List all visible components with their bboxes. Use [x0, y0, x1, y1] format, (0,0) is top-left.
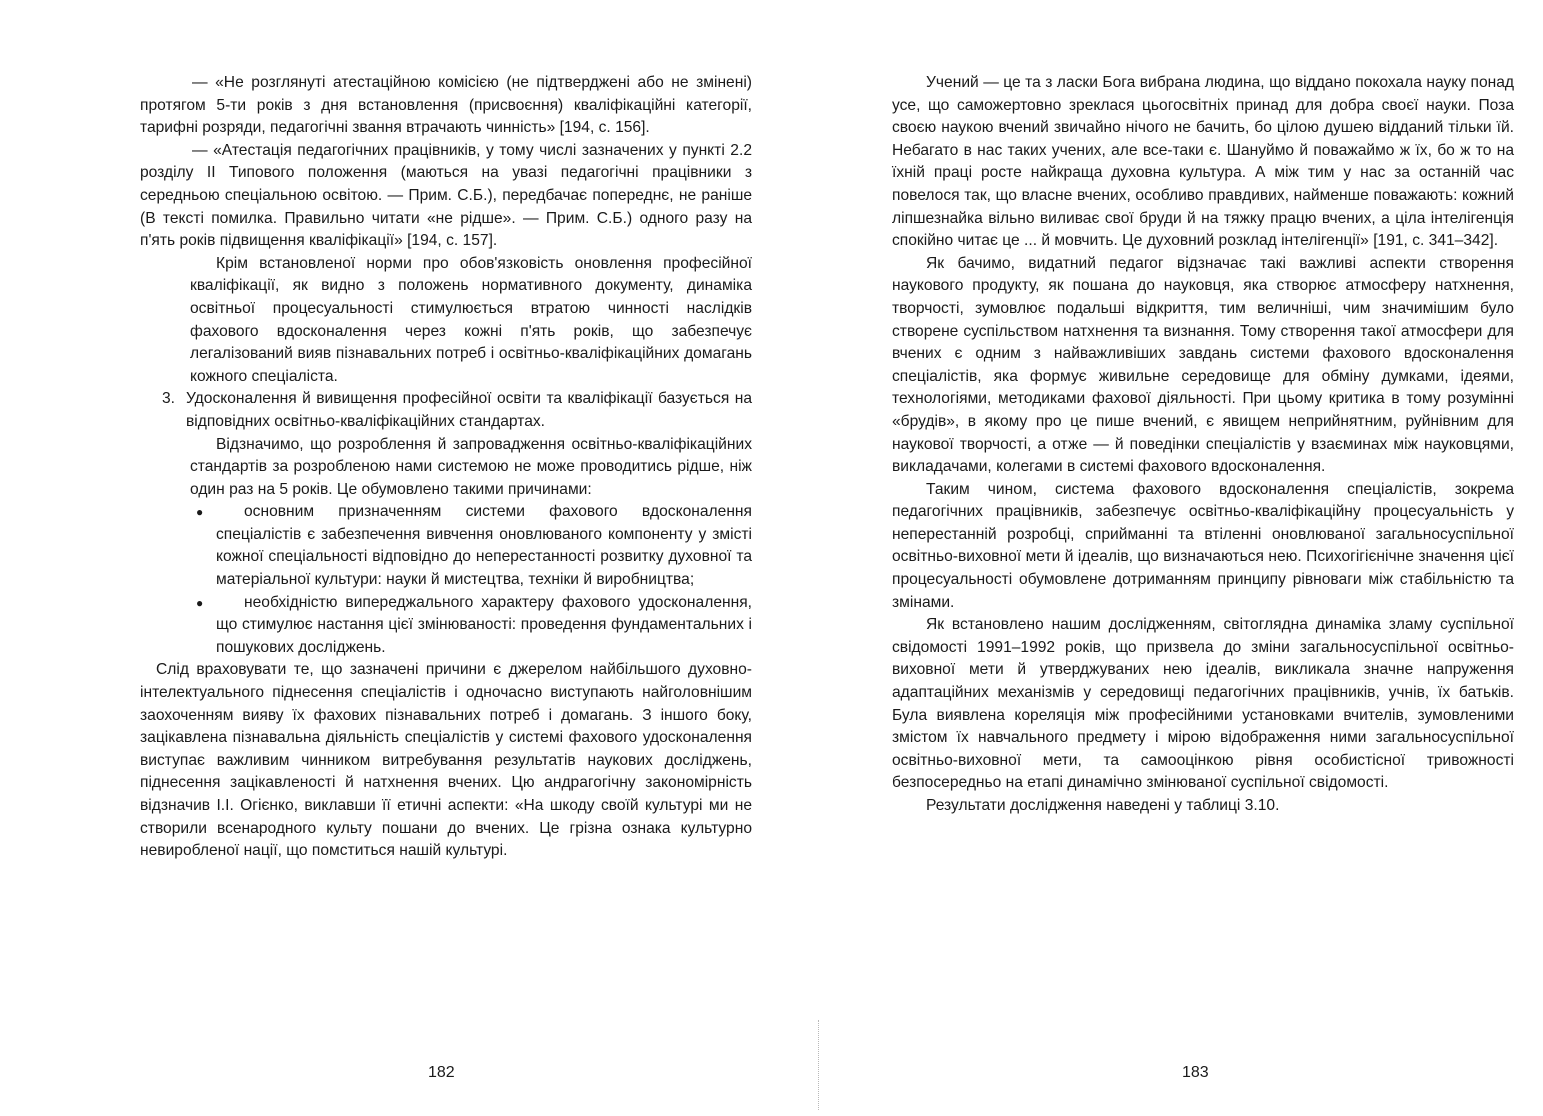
quote-attestation-frequency: — «Атестація педагогічних працівників, у тому числі зазначених у пункті 2.2 розділу II Типового положення (маються на увазі педагогічні працівники з середньою спеціальною освітою. — Прим. С.Б.), передбачає попереднє, не раніше (В тексті помилка. Правильно читати «не рідше». — Прим. С.Б.) одного разу на п'ять років підвищення кваліфікації» [194, с. 157]. [140, 141, 752, 250]
list-item [140, 501, 752, 591]
page-number-left: 182 [428, 1064, 455, 1081]
paragraph-scholar-quote: Учений — це та з ласки Бога вибрана людина, що віддано покохала науку понад усе, що саможертовно зреклася цьогосвітніх принад для добра своєї науки. Поза своєю наукою вчений звичайно нічого не бачить, бо цілою душею відданий тільки їй. Небагато в нас таких учених, але все-таки є. Шануймо й поважаймо ж їх, бо ж то на їхній праці росте найкраща духовна культура. А між тим у нас за останній час повелося так, що власне вчених, особливо правдивих, найменше поважають: кожний ліпшезнайка вільно виливає свої бруди й на тяжку працю вчених, а ціла інтелігенція спокійно читає це ... й мовчить. Це духовний розклад інтелігенції» [191, с. 341–342]. [892, 74, 1514, 250]
paragraph-pedagogue-aspects: Як бачимо, видатний педагог відзначає такі важливі аспекти створення наукового продукту, як пошана до науковця, яка створює атмосферу натхнення, творчості, зумовлює подальші відкриття, тим величніші, чим значимішим було створене суспільством натхнення та визнання. Тому створення такої атмосфери для вчених є одним з найважливіших завдань системи фахового вдосконалення спеціалістів, яка формує живильне середовище для обміну думками, ідеями, технологіями, методиками фахової діяльності. При цьому критика в тому розумінні «брудів», в якому про це пише вчений, є явищем неприйнятним, руйнівним для наукової творчості, а отже — й поведінки спеціалістів у взаєминах між науковцями, викладачами, колегами в системі фахового вдосконалення. [892, 254, 1514, 476]
item-text: Удосконалення й вивищення професійної освіти та кваліфікації базується на відповідних освітньо-кваліфікаційних стандартах. [186, 390, 752, 430]
list-item [140, 592, 752, 660]
item-number: 3. [162, 390, 176, 408]
paragraph-standards: Відзначимо, що розроблення й запровадження освітньо-кваліфікаційних стандартів за розробленою нами системою не може проводитись рідше, ніж один раз на 5 років. Це обумовлено такими причинами: [190, 435, 752, 498]
left-page [140, 72, 752, 863]
bullet-text: основним призначенням системи фахового вдосконалення спеціалістів є забезпечення вивчення оновлюваного компоненту у змісті кожної спеціальності відповідно до неперестанності розвитку духовної та матеріальної культури: науки й мистецтва, техніки й виробництва; [216, 503, 752, 589]
numbered-item-3 [140, 388, 752, 433]
paragraph-qualification-norm: Крім встановленої норми про обов'язковість оновлення професійної кваліфікації, як видно з положень нормативного документу, динаміка освітньої процесуальності стимулюється втратою чинності наслідків фахового вдосконалення через кожні п'ять років, що забезпечує легалізований вияв пізнавальних потреб і освітньо-кваліфікаційних домагань кожного спеціаліста. [190, 254, 752, 385]
quote-attestation-validity: — «Не розглянуті атестаційною комісією (не підтверджені або не змінені) протягом 5-ти років з дня встановлення (присвоєння) кваліфікаційні категорії, тарифні розряди, педагогічні звання втрачають чинність» [194, с. 156]. [140, 74, 752, 137]
bullet-icon: ● [196, 505, 204, 520]
reasons-list [140, 501, 752, 659]
paragraph-system-summary: Таким чином, система фахового вдосконалення спеціалістів, зокрема педагогічних працівників, забезпечує освітньо-кваліфікаційну процесуальність у неперестанній розробці, сприйманні та втіленні оновлюваної загальносуспільної освітньо-виховної мети й ідеалів, що визначаються нею. Психогігієнічне значення цієї процесуальності обумовлене дотриманням принципу рівноваги між стабільністю та змінами. [892, 480, 1514, 611]
bullet-text: необхідністю випереджального характеру фахового удосконалення, що стимулює настання цієї змінюваності: проведення фундаментальних і пошукових досліджень. [216, 593, 752, 656]
page-gutter [818, 1020, 821, 1110]
page-number-right: 183 [1182, 1064, 1209, 1081]
paragraph-research-findings: Як встановлено нашим дослідженням, світоглядна динаміка зламу суспільної свідомості 1991–1992 років, що призвела до зміни загальносуспільної освітньо-виховної мети й утверджуваних нею ідеалів, викликала значне напруження адаптаційних механізмів у середовищі педагогічних працівників, учнів, їх батьків. Була виявлена кореляція між професійними установками вчителів, зумовленими змістом їх навчального предмету і мірою відображення ними загальносуспільної освітньо-виховної мети, та самооцінкою рівня особистісної тривожності безпосередньо на етапі динамічно змінюваної суспільної свідомості. [892, 616, 1514, 792]
bullet-icon: ● [196, 595, 204, 610]
paragraph-table-reference: Результати дослідження наведені у таблиці 3.10. [926, 797, 1280, 814]
paragraph-andragogy: Слід враховувати те, що зазначені причини є джерелом найбільшого духовно-інтелектуального піднесення спеціалістів і одночасно виступають найголовнішим заохоченням вияву їх фахових пізнавальних потреб і домагань. З іншого боку, зацікавлена пізнавальна діяльність спеціалістів у системі фахового удосконалення виступає важливим чинником витребування результатів наукових досліджень, піднесення зацікавленості й натхнення вчених. Цю андрагогічну закономірність відзначив І.І. Огієнко, виклавши її етичні аспекти: «На шкоду своїй культурі ми не створили всенародного культу пошани до вчених. Це грізна ознака культурно невиробленої нації, що помститься нашій культурі. [140, 661, 752, 860]
right-page [892, 72, 1514, 818]
